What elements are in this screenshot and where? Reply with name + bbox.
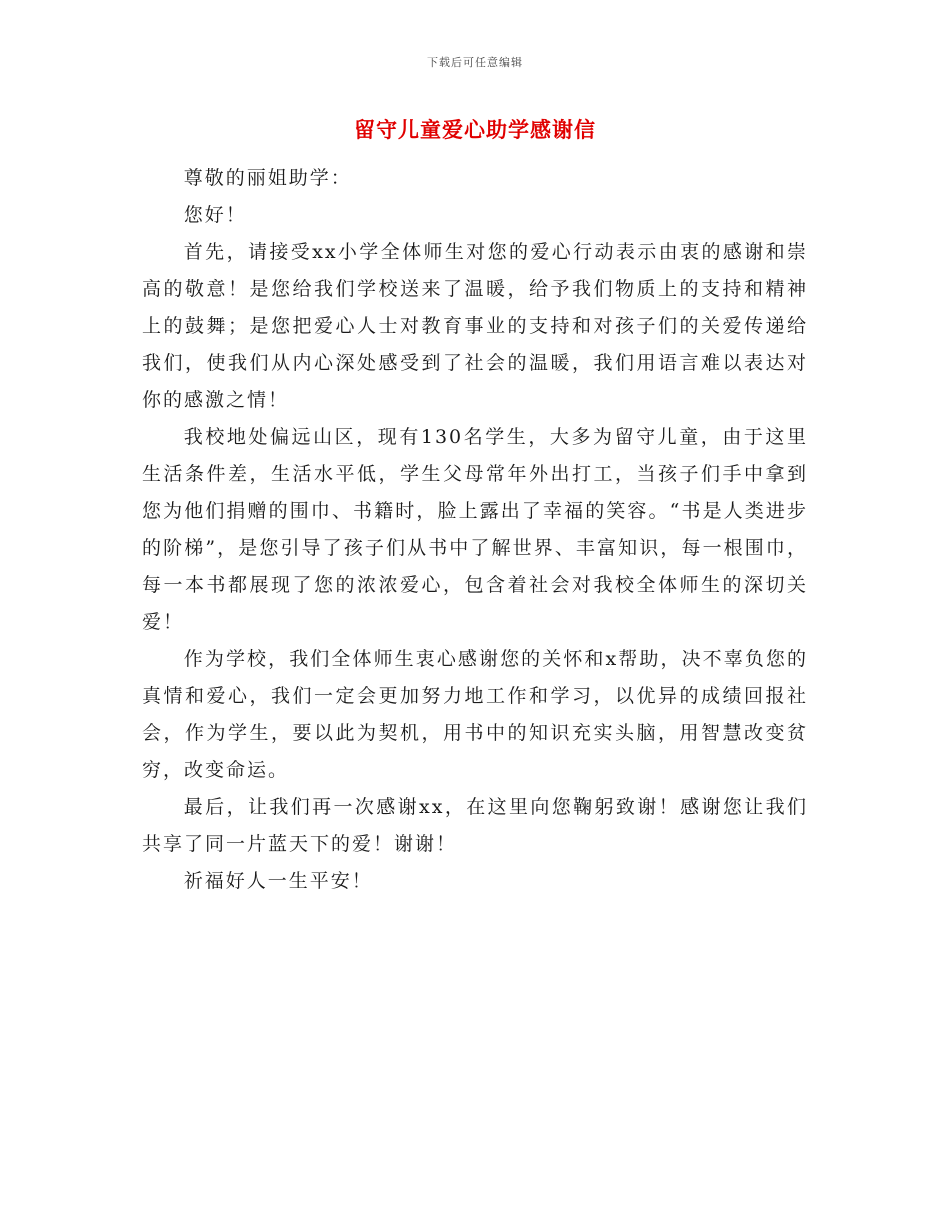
paragraph-thanks: 首先，请接受xx小学全体师生对您的爱心行动表示由衷的感谢和崇高的敬意！是您给我们学校送来了温暖，给予我们物质上的支持和精神上的鼓舞；是您把爱心人士对教育事业的支持和对孩子们的关爱传递给我们，使我们从内心深处感受到了社会的温暖，我们用语言难以表达对你的感激之情！: [142, 241, 808, 411]
paragraph-final-thanks: 最后，让我们再一次感谢xx，在这里向您鞠躬致谢！感谢您让我们共享了同一片蓝天下的爱！谢谢！: [142, 796, 808, 855]
letter-body: [142, 160, 808, 900]
document-title: 留守儿童爱心助学感谢信: [354, 118, 596, 142]
closing-blessing: 祈福好人一生平安！: [183, 870, 373, 892]
salutation: 尊敬的丽姐助学：: [183, 167, 352, 189]
greeting: 您好！: [183, 204, 247, 226]
paragraph-school-situation: 我校地处偏远山区，现有130名学生，大多为留守儿童，由于这里生活条件差，生活水平低，学生父母常年外出打工，当孩子们手中拿到您为他们捐赠的围巾、书籍时，脸上露出了幸福的笑容。“书是人类进步的阶梯”，是您引导了孩子们从书中了解世界、丰富知识，每一根围巾，每一本书都展现了您的浓浓爱心，包含着社会对我校全体师生的深切关爱！: [142, 426, 808, 633]
header-note: 下载后可任意编辑: [427, 56, 523, 69]
paragraph-commitment: 作为学校，我们全体师生衷心感谢您的关怀和x帮助，决不辜负您的真情和爱心，我们一定会更加努力地工作和学习，以优异的成绩回报社会，作为学生，要以此为契机，用书中的知识充实头脑，用智慧改变贫穷，改变命运。: [142, 648, 808, 781]
